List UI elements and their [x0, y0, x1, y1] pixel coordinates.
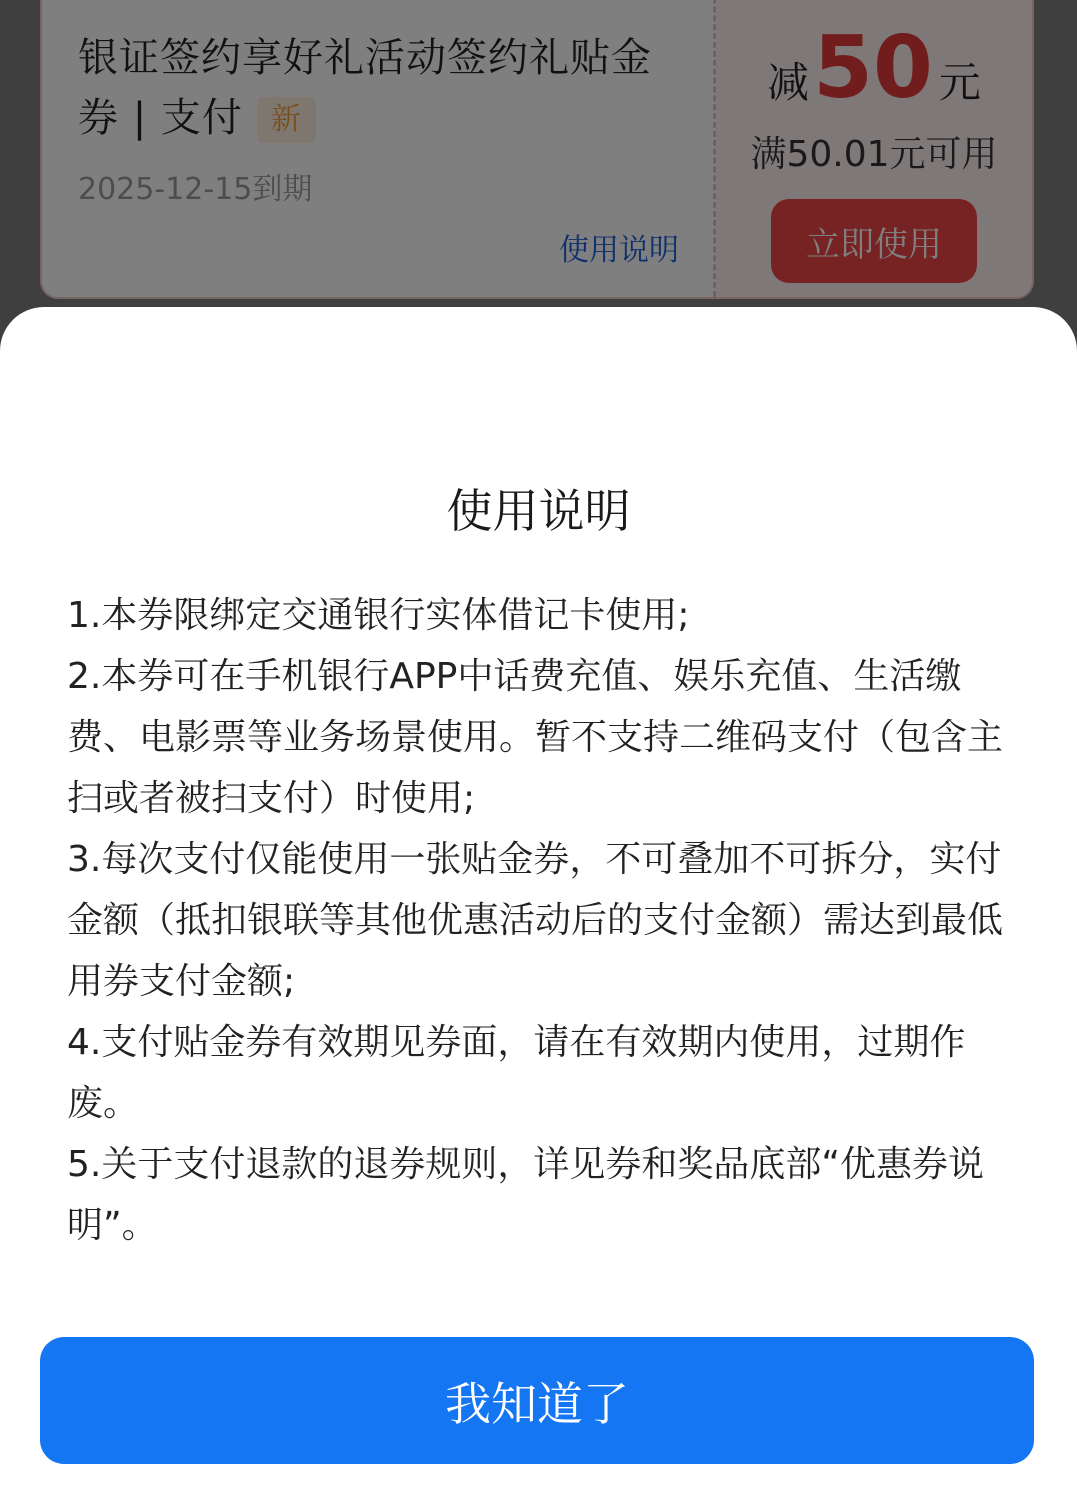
rule-item: 5.关于支付退款的退券规则，详见券和奖品底部“优惠券说明”。	[67, 1144, 984, 1246]
instructions-sheet	[0, 307, 1077, 1507]
rule-item: 1.本券限绑定交通银行实体借记卡使用;	[67, 595, 690, 636]
rules-list	[67, 585, 1007, 1256]
rule-item: 2.本券可在手机银行APP中话费充值、娱乐充值、生活缴费、电影票等业务场景使用。暂不支持二维码支付（包含主扫或者被扫支付）时使用;	[67, 656, 1004, 819]
sheet-title: 使用说明	[446, 484, 631, 538]
got-it-button[interactable]: 我知道了	[40, 1337, 1034, 1464]
rule-item: 3.每次支付仅能使用一张贴金券，不可叠加不可拆分，实付金额（抵扣银联等其他优惠活动后的支付金额）需达到最低用券支付金额;	[67, 839, 1004, 1002]
rule-item: 4.支付贴金券有效期见券面，请在有效期内使用，过期作废。	[67, 1022, 966, 1124]
